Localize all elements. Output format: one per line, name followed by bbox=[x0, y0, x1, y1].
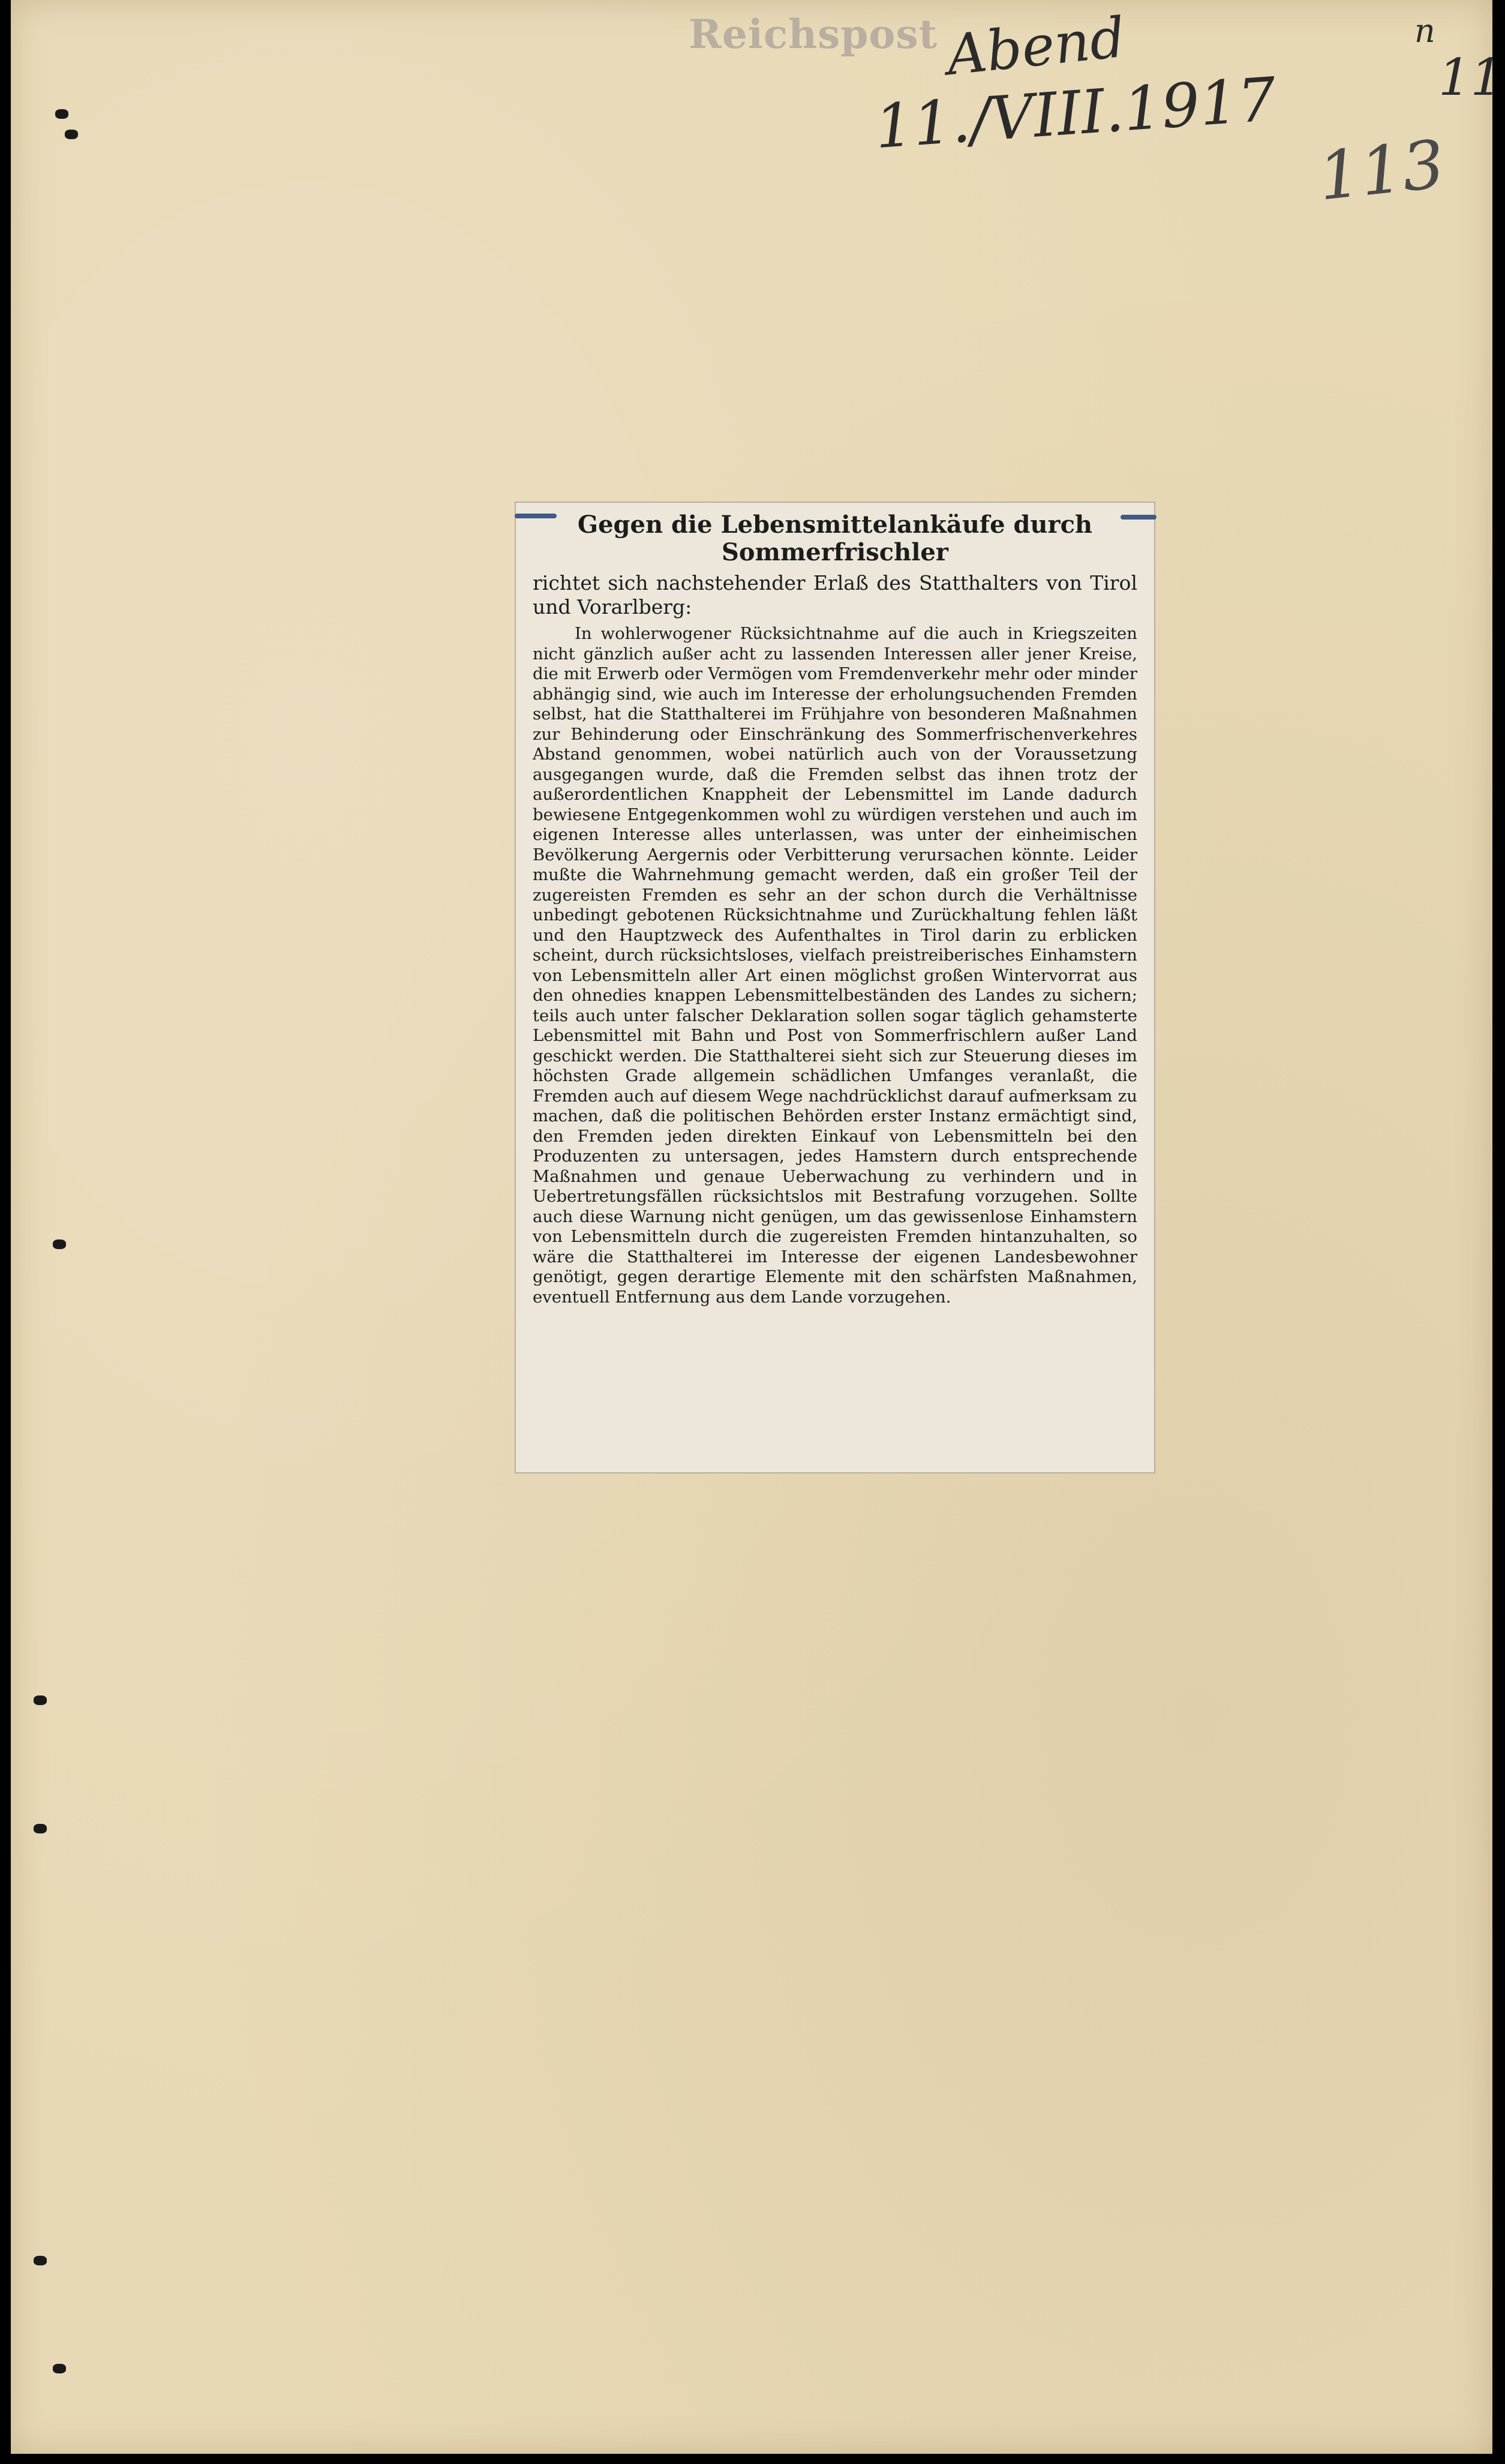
binding-hole bbox=[55, 109, 68, 119]
binding-hole bbox=[53, 1239, 66, 1249]
newspaper-stamp: Reichspost bbox=[689, 11, 938, 58]
handwritten-edition: Abend bbox=[944, 5, 1128, 88]
binding-hole bbox=[34, 1824, 47, 1833]
handwritten-date: 11./VIII.1917 bbox=[872, 64, 1278, 163]
clipping-body: In wohlerwogener Rücksichtnahme auf die auch in Kriegszeiten nicht gänzlich außer acht zu lassenden Interessen aller jener Kreise, die mit Erwerb oder Vermögen vom Fremdenverkehr mehr oder minder abhängig sind, wie auch im Interesse der erholungsuchenden Fremden selbst, hat die Statthalterei im Frühjahre von besonderen Maßnahmen zur Behinderung oder Einschränkung des Sommerfrischenverkehres Abstand genommen, wobei natürlich auch von der Voraussetzung ausgegangen wurde, daß die Fremden selbst das ihnen trotz der außerordentlichen Knappheit der Lebensmittel im Lande dadurch bewiesene Entgegenkommen wohl zu würdigen verstehen und auch im eigenen Interesse alles unterlassen, was unter der einheimischen Bevölkerung Aergernis oder Verbitterung verursachen könnte. Leider mußte die Wahrnehmung gemacht werden, daß ein großer Teil der zugereisten Fremden es sehr an der schon durch die Verhältnisse unbedingt gebotenen Rücksichtnahme und Zurückhaltung fehlen läßt und den Hauptzweck des Aufenthaltes in Tirol darin zu erblicken scheint, durch rücksichtsloses, vielfach preistreiberisches Einhamstern von Lebensmitteln aller Art einen möglichst großen Wintervorrat aus den ohnedies knappen Lebensmittelbeständen des Landes zu sichern; teils auch unter falscher Deklaration sollen sogar täglich gehamsterte Lebensmittel mit Bahn und Post von Sommerfrischlern außer Land geschickt werden. Die Statthalterei sieht sich zur Steuerung dieses im höchsten Grade allgemein schädlichen Umfanges veranlaßt, die Fremden auch auf diesem Wege nachdrücklichst darauf aufmerksam zu machen, daß die politischen Behörden erster Instanz ermächtigt sind, den Fremden jeden direkten Einkauf von Lebensmitteln bei den Produzenten zu untersagen, jedes Hamstern durch entsprechende Maßnahmen und genaue Ueberwachung zu verhindern und in Uebertretungsfällen rücksichtslos mit Bestrafung vorzugehen. Sollte auch diese Warnung nicht genügen, um das gewissenlose Einhamstern von Lebensmitteln durch die zugereisten Fremden hintanzuhalten, so wäre die Statthalterei im Interesse der eigenen Landesbewohner genötigt, gegen derartige Elemente mit den schärfsten Maßnahmen, eventuell Entfernung aus dem Lande vorzugehen. bbox=[533, 624, 1137, 1307]
blue-pencil-mark-right bbox=[1121, 515, 1156, 520]
newspaper-clipping bbox=[515, 502, 1155, 1473]
blue-pencil-mark-left bbox=[515, 514, 557, 518]
folio-number: 113 bbox=[1314, 125, 1449, 215]
corner-page-number: 11 bbox=[1438, 48, 1503, 107]
clipping-title: Gegen die Lebensmittelankäufe durch Sommerfrischler bbox=[577, 511, 1093, 566]
binding-hole bbox=[53, 2364, 66, 2373]
corner-letter: n bbox=[1414, 12, 1435, 50]
clipping-lead: richtet sich nachstehender Erlaß des Statthalters von Tirol und Vorarlberg: bbox=[533, 571, 1137, 619]
binding-hole bbox=[34, 2256, 47, 2265]
archive-sheet bbox=[11, 0, 1503, 2454]
binding-hole bbox=[34, 1695, 47, 1705]
binding-hole bbox=[65, 130, 78, 139]
